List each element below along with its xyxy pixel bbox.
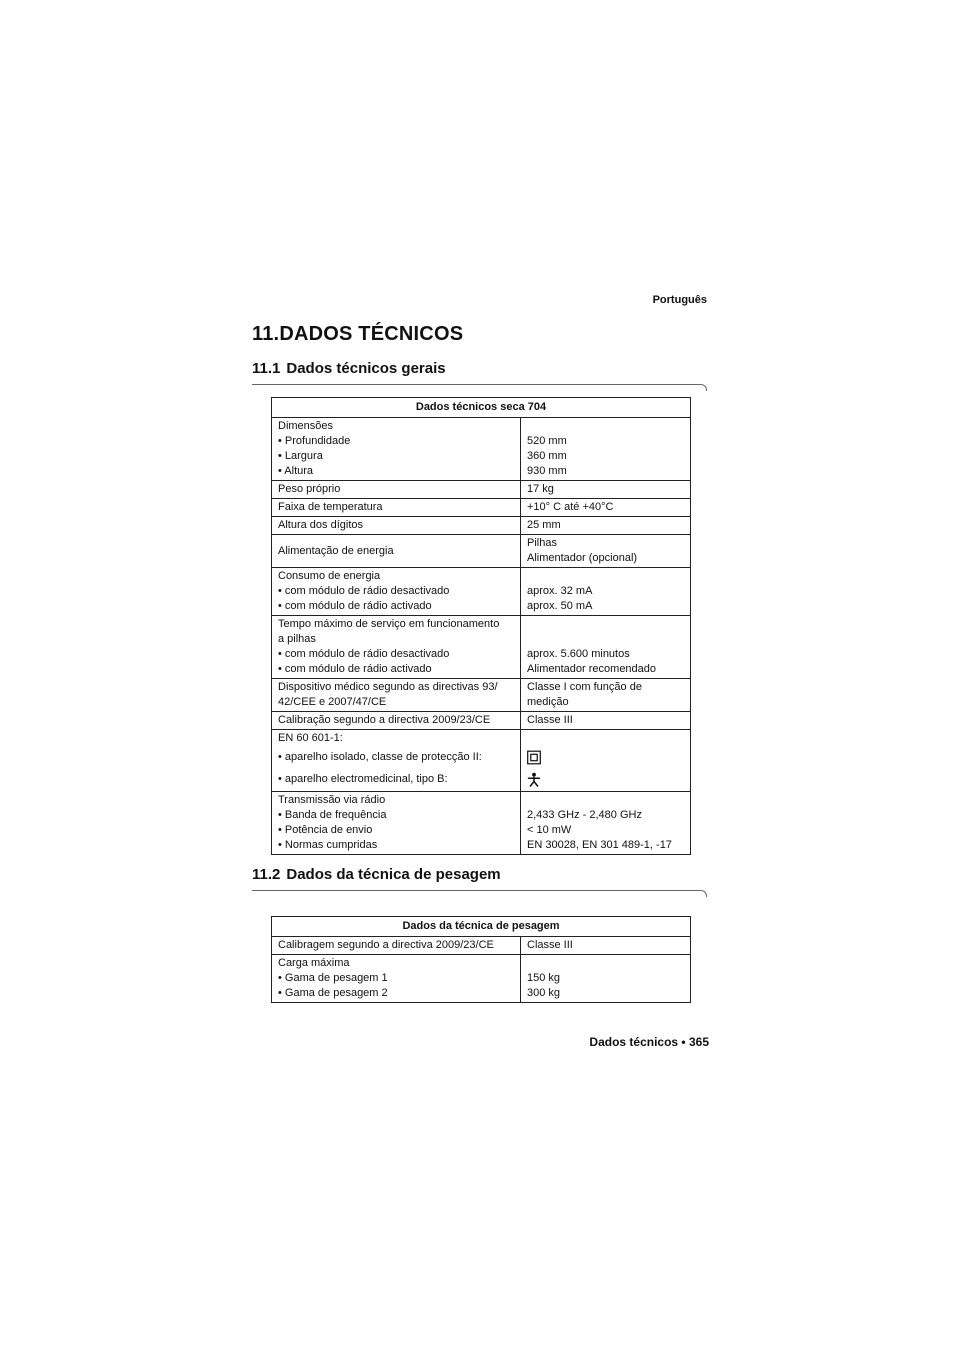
spec-value-line: 930 mm: [527, 465, 567, 477]
spec-label-line: Consumo de energia: [278, 570, 381, 582]
section-rule: [252, 890, 707, 897]
spec-label-line: Carga máxima: [278, 957, 350, 969]
spec-label-line: • com módulo de rádio desactivado: [278, 585, 450, 597]
spec-value-line: < 10 mW: [527, 824, 572, 836]
spec-value-line: Classe III: [527, 714, 573, 726]
spec-value-cell: [521, 568, 691, 616]
spec-label-line: • Gama de pesagem 2: [278, 987, 388, 999]
table-row: [272, 955, 691, 1003]
spec-label-line: • Profundidade: [278, 435, 351, 447]
spec-value-line: aprox. 50 mA: [527, 600, 593, 612]
spec-label-line: • com módulo de rádio activado: [278, 600, 432, 612]
table-row: [272, 792, 691, 855]
chapter-title: DADOS TÉCNICOS: [279, 323, 464, 345]
spec-value-line: [527, 956, 684, 971]
spec-label-line: • Normas cumpridas: [278, 839, 378, 851]
spec-value-line: 17 kg: [527, 483, 554, 495]
spec-label-line: Faixa de temperatura: [278, 501, 383, 513]
table-title: Dados técnicos seca 704: [272, 398, 691, 418]
general-specs-table: [271, 397, 691, 855]
spec-value-line: Alimentador recomendado: [527, 663, 657, 675]
table-row: [272, 535, 691, 568]
spec-value-line: [527, 632, 684, 647]
chapter-heading: [252, 323, 463, 346]
spec-value-line: Classe I com função de: [527, 681, 642, 693]
spec-label-line: Alimentação de energia: [278, 544, 394, 557]
table-row: [272, 418, 691, 481]
spec-label-cell: [272, 499, 521, 517]
table-header-row: [272, 398, 691, 418]
spec-value-line: Classe III: [527, 939, 573, 951]
spec-value-cell: [521, 730, 691, 792]
section-title: Dados da técnica de pesagem: [286, 866, 501, 883]
section-number: 11.1: [252, 360, 281, 377]
spec-value-line: 520 mm: [527, 435, 567, 447]
table-row: [272, 499, 691, 517]
spec-value-line: EN 30028, EN 301 489-1, -17: [527, 839, 672, 851]
spec-label-cell: [272, 679, 521, 712]
spec-label-line: • Potência de envio: [278, 824, 373, 836]
spec-label-line: • Largura: [278, 450, 323, 462]
spec-label-line: • aparelho electromedicinal, tipo B:: [278, 773, 448, 785]
spec-label-line: Calibração segundo a directiva 2009/23/CE: [278, 714, 491, 726]
table-row: [272, 568, 691, 616]
spec-label-line: • com módulo de rádio activado: [278, 663, 432, 675]
spec-value-cell: [521, 937, 691, 955]
spec-value-line: 150 kg: [527, 972, 561, 984]
spec-label-line: • Gama de pesagem 1: [278, 972, 388, 984]
spec-label-cell: [272, 730, 521, 792]
spec-value-line: [527, 793, 684, 808]
spec-label-line: 42/CEE e 2007/47/CE: [278, 696, 387, 708]
spec-label-line: Transmissão via rádio: [278, 794, 386, 806]
spec-value-line: aprox. 5.600 minutos: [527, 648, 630, 660]
spec-value-line: Alimentador (opcional): [527, 552, 638, 564]
language-label: Português: [652, 294, 707, 306]
spec-label-line: Dispositivo médico segundo as directivas 93/: [278, 681, 498, 693]
spec-value-line: 25 mm: [527, 519, 561, 531]
section-title: Dados técnicos gerais: [286, 360, 446, 377]
spec-label-cell: [272, 418, 521, 481]
table-row: [272, 481, 691, 499]
spec-label-cell: [272, 535, 521, 568]
spec-value-line: 300 kg: [527, 987, 561, 999]
spec-label-cell: [272, 955, 521, 1003]
spec-value-cell: [521, 616, 691, 679]
table-row: [272, 937, 691, 955]
spec-value-line: +10° C até +40°C: [527, 501, 614, 513]
spec-label-line: Calibragem segundo a directiva 2009/23/CE: [278, 939, 494, 951]
table-row: [272, 730, 691, 792]
section-heading-weighing: [252, 866, 501, 883]
spec-label-cell: [272, 712, 521, 730]
weighing-specs-table: [271, 916, 691, 1003]
spec-label-line: EN 60 601-1:: [278, 732, 343, 744]
section-number: 11.2: [252, 866, 281, 883]
spec-value-cell: [521, 792, 691, 855]
spec-value-line: [527, 617, 684, 632]
page-footer: Dados técnicos • 365: [589, 1035, 709, 1049]
spec-value-cell: [521, 712, 691, 730]
spec-label-cell: [272, 517, 521, 535]
spec-label-line: • Altura: [278, 465, 314, 477]
chapter-number: 11.: [252, 323, 280, 345]
spec-value-cell: [521, 418, 691, 481]
spec-label-cell: [272, 616, 521, 679]
spec-value-cell: [521, 679, 691, 712]
spec-label-line: Dimensões: [278, 420, 334, 432]
spec-label-cell: [272, 568, 521, 616]
spec-value-cell: [521, 517, 691, 535]
table-row: [272, 616, 691, 679]
spec-label-cell: [272, 937, 521, 955]
table-row: [272, 679, 691, 712]
spec-label-line: • com módulo de rádio desactivado: [278, 648, 450, 660]
class-ii-insulation-icon: [527, 746, 684, 768]
spec-value-line: [527, 419, 684, 434]
spec-label-line: a pilhas: [278, 633, 316, 645]
spec-value-line: aprox. 32 mA: [527, 585, 593, 597]
spec-value-line: 2,433 GHz - 2,480 GHz: [527, 809, 642, 821]
table-header-row: [272, 917, 691, 937]
table-title: Dados da técnica de pesagem: [272, 917, 691, 937]
spec-value-line: Pilhas: [527, 537, 557, 549]
spec-label-line: • Banda de frequência: [278, 809, 387, 821]
spec-label-cell: [272, 792, 521, 855]
table-row: [272, 712, 691, 730]
type-b-applied-part-icon: [527, 768, 684, 790]
spec-label-line: • aparelho isolado, classe de protecção II:: [278, 751, 482, 763]
section-rule: [252, 384, 707, 391]
spec-label-line: Peso próprio: [278, 483, 341, 495]
spec-value-cell: [521, 535, 691, 568]
spec-value-line: medição: [527, 696, 569, 708]
spec-label-cell: [272, 481, 521, 499]
section-heading-general: [252, 360, 446, 377]
spec-value-cell: [521, 499, 691, 517]
spec-value-cell: [521, 955, 691, 1003]
spec-label-line: Altura dos dígitos: [278, 519, 363, 531]
spec-value-line: 360 mm: [527, 450, 567, 462]
table-row: [272, 517, 691, 535]
spec-value-cell: [521, 481, 691, 499]
spec-label-line: Tempo máximo de serviço em funcionamento: [278, 618, 500, 630]
spec-value-line: [527, 569, 684, 584]
